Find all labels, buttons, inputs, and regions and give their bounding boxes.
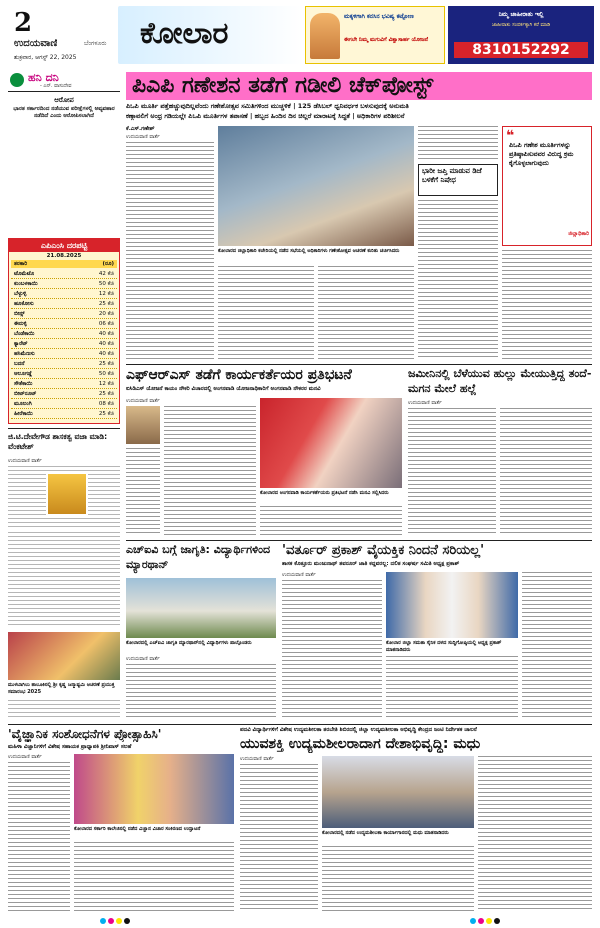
reg-dot-yellow xyxy=(116,918,122,924)
reg-dot-cyan-2 xyxy=(470,918,476,924)
ad2-line1: ನಿಮ್ಮ ಜಾಹೀರಾತು ಇಲ್ಲಿ xyxy=(498,11,544,18)
lead-body-col3 xyxy=(318,266,414,360)
page-number: 2 xyxy=(14,10,33,36)
reg-dot-magenta-2 xyxy=(478,918,484,924)
price-item: ಟೊಮೆಟೊ xyxy=(14,271,35,277)
lead-photo-caption: ಕೋಲಾರದ ಜಿಲ್ಲಾಧಿಕಾರಿ ಕಚೇರಿಯಲ್ಲಿ ನಡೆದ ಸಭೆಯಲ್ಲಿ ಅಧಿಕಾರಿಗಳು ಗಣೇಶೋತ್ಸವ ಆಚರಣೆ ಕುರಿತು ಚರ್ಚಿಸಿದರು xyxy=(218,248,400,254)
story4-photo xyxy=(126,578,276,638)
price-value: 50 ಕೆಜಿ xyxy=(98,281,114,287)
contact-ad xyxy=(448,6,594,64)
lead-subhead-2: ಕಣ್ಗಾವಲಿಗೆ ಅಂಧ್ರ ಗಡಿಯಲ್ಲೇ ಪಿಒಪಿ ಮೂರ್ತಿಗಳ ತಪಾಸಣೆ | ಹಬ್ಬದ ಹಿಂದಿನ ದಿನ ಚಿಲ್ಲರೆ ಮಾರಾಟಕ್ಕೆ ಸಿದ್ಧತೆ | ಅಧಿಕಾರಿಗಳ ಪರಿಶೀಲನೆ xyxy=(126,112,405,120)
story5-photo-caption: ಕೋಲಾರ ಜಿಲ್ಲಾ ಸಮತಾ ಸೈನಿಕ ದಳದ ಸುದ್ದಿಗೋಷ್ಠಿಯಲ್ಲಿ ಅಧ್ಯಕ್ಷ ಪ್ರಕಾಶ್ ಮಾತನಾಡಿದರು xyxy=(386,640,502,653)
price-row xyxy=(11,369,117,379)
brief-text: ಭಾರತ ಸರ್ಕಾರದಿಂದ ನಡೆಯುವ ಪರೀಕ್ಷೆಗಳಲ್ಲಿ ಅವ್ಯವಹಾರ ನಡೆದಿದೆ ಎಂದು ಆರೋಪಿಸಲಾಗಿದೆ xyxy=(13,106,115,119)
ad2-small: ಜಾಹೀರಾತು ಸಂಪರ್ಕಕ್ಕಾಗಿ ಕರೆ ಮಾಡಿ xyxy=(491,22,551,28)
price-row xyxy=(11,399,117,409)
lead-dateline: ಉದಯವಾಣಿ ವಾರ್ತೆ xyxy=(126,134,160,140)
story2-byline: ಉದಯವಾಣಿ ವಾರ್ತೆ xyxy=(126,398,160,404)
price-row xyxy=(11,379,117,389)
quote-box xyxy=(502,126,592,246)
story5-photo xyxy=(386,572,518,638)
quote-author: ಜಿಲ್ಲಾಧಿಕಾರಿ xyxy=(568,231,589,237)
story2-thumb xyxy=(126,406,160,444)
left-story-byline: ಉದಯವಾಣಿ ವಾರ್ತೆ xyxy=(8,458,42,464)
story2-body-col2 xyxy=(126,448,160,536)
ad1-line2: ಈಗಲೇ ನಿಮ್ಮ ಮಗುವಿಗೆ ವಿಶ್ವಾಸಾರ್ಹ ಯೋಜನೆ xyxy=(344,37,429,43)
left-story-body-2 xyxy=(8,532,120,628)
story6-byline: ಉದಯವಾಣಿ ವಾರ್ತೆ xyxy=(8,754,42,760)
price-value: 40 ಕೆಜಿ xyxy=(98,341,114,347)
price-row xyxy=(11,389,117,399)
price-date: 21.08.2025 xyxy=(46,253,82,259)
story7-photo-caption: ಕೋಲಾರದಲ್ಲಿ ನಡೆದ ಉದ್ಯಮಶೀಲತಾ ಕಾರ್ಯಾಗಾರದಲ್ಲಿ ಮಧು ಮಾತನಾಡಿದರು xyxy=(322,830,449,836)
lead-body-col4 xyxy=(418,126,498,162)
lead-headline: ಪಿಎಪಿ ಗಣೇಶನ ತಡೆಗೆ ಗಡೀಲಿ ಚೆಕ್‌ಪೋಸ್ಟ್ xyxy=(132,73,434,98)
price-value: 25 ಕೆಜಿ xyxy=(98,411,114,417)
price-row xyxy=(11,329,117,339)
story6-subhead: ಮಹಿಳಾ ವಿಜ್ಞಾನಿಗಳಿಗೆ ವಿಶೇಷ ಸಹಾಯಕ ಪ್ರಾಧ್ಯಾಪಕಿ ಶ್ರೀನಿವಾಸ್ ಸಲಹೆ xyxy=(8,744,132,750)
price-row xyxy=(11,359,117,369)
lead-body-col2 xyxy=(218,266,314,360)
left-divider xyxy=(8,428,120,429)
price-value: 20 ಕೆಜಿ xyxy=(98,311,114,317)
lead-byline: ಕೆ.ಎಸ್.ಗಣೇಶ್ xyxy=(126,126,155,132)
price-row xyxy=(11,269,117,279)
price-value: 12 ಕೆಜಿ xyxy=(98,291,114,297)
story2-photo-caption: ಕೋಲಾರದ ಅಂಗನವಾಡಿ ಕಾರ್ಯಕರ್ತೆಯರು ಪ್ರತಿಭಟನೆ ನಡೆಸಿ ಮನವಿ ಸಲ್ಲಿಸಿದರು xyxy=(260,490,389,496)
price-row xyxy=(11,349,117,359)
ad2-phone: 8310152292 xyxy=(454,42,588,58)
story6-body-col1 xyxy=(8,762,70,912)
price-item: ಕುಂಬಳಕಾಯಿ xyxy=(14,281,38,287)
price-item: ಮೂಲಂಗಿ xyxy=(14,401,32,407)
story7-headline: ಯುವಶಕ್ತಿ ಉದ್ಯಮಶೀಲರಾದಾಗ ದೇಶಾಭಿವೃದ್ಧಿ: ಮಧು xyxy=(240,736,481,752)
price-item: ಬೆಳ್ಳುಳ್ಳಿ xyxy=(14,291,27,297)
price-value: 40 ಕೆಜಿ xyxy=(98,331,114,337)
reg-dot-black xyxy=(124,918,130,924)
story5-body-col1 xyxy=(282,580,382,720)
story7-subhead: ಪದವಿ ವಿದ್ಯಾರ್ಥಿಗಳಿಗೆ ವಿಶೇಷ ಉದ್ಯಮಶೀಲತಾ ತರಬೇತಿ ಶಿಬಿರದಲ್ಲಿ ಜಿಲ್ಲಾ ಉದ್ಯಮಶೀಲತಾ ಅಭಿವೃದ್ಧಿ ಕೇಂದ್ರದ ಜಂಟಿ ನಿರ್ದೇಶಕ ಚಾಲನೆ xyxy=(240,727,477,733)
section-title: ಕೋಲಾರ xyxy=(140,16,229,51)
price-value: 25 ಕೆಜಿ xyxy=(98,301,114,307)
dj-box xyxy=(418,164,498,196)
right-body xyxy=(502,250,592,360)
story2-body-col1 xyxy=(164,406,256,536)
masthead xyxy=(0,0,600,70)
price-value: 08 ಕೆಜಿ xyxy=(98,401,114,407)
divider-2 xyxy=(126,540,592,541)
lead-subhead-1: ಪಿಒಪಿ ಮೂರ್ತಿ ಪತ್ತೆಹಚ್ಚುವುದಿಲ್ಲವೆಂದು ಗಣೇಶೋತ್ಸವ ಸಮಿತಿಗಳಿಂದ ಮುಚ್ಚಳಿಕೆ | 125 ಡೆಸಿಬಲ್ ಧ್ವನಿವರ್ಧಕ ಬಳಸುವುದಕ್ಕೆ ಅನುಮತಿ xyxy=(126,102,409,110)
story6-photo xyxy=(74,754,234,824)
story4-photo-caption: ಕೋಲಾರದಲ್ಲಿ ಎಚ್‌ಐವಿ ಜಾಗೃತಿ ಮ್ಯಾರಥಾನ್‌ನಲ್ಲಿ ವಿದ್ಯಾರ್ಥಿಗಳು ಪಾಲ್ಗೊಂಡರು xyxy=(126,640,252,646)
price-value: 40 ಕೆಜಿ xyxy=(98,351,114,357)
story7-body-col2 xyxy=(322,846,474,912)
price-title: ಎಪಿಎಂಸಿ ದರಪಟ್ಟಿ xyxy=(9,239,119,252)
price-item: ಬೆಂಡೆಕಾಯಿ xyxy=(14,331,35,337)
story5-byline: ಉದಯವಾಣಿ ವಾರ್ತೆ xyxy=(282,572,316,578)
divider-3 xyxy=(8,724,592,725)
honey-strip xyxy=(8,70,120,92)
story6-body-col2 xyxy=(74,842,234,912)
price-item: ಆಲೂಗಡ್ಡೆ xyxy=(14,371,33,377)
price-header-rate: (ರೂ) xyxy=(102,261,114,267)
price-item: ಸೌತೆಕಾಯಿ xyxy=(14,381,33,387)
price-value: 25 ಕೆಜಿ xyxy=(98,361,114,367)
story2-subhead: ಐಸಿಡಿಎಸ್ ಯೋಜನೆ ಕಾಯಂ ನೌಕರಿ ವಿಚಾರದಲ್ಲಿ ಅಂಗನವಾಡಿ ಯೋಜನಾಧಿಕಾರಿಗೆ ಅಂಗನವಾಡಿ ನೌಕರರ ಮನವಿ xyxy=(126,386,321,392)
price-row xyxy=(11,319,117,329)
reg-dot-magenta xyxy=(108,918,114,924)
price-value: 25 ಕೆಜಿ xyxy=(98,391,114,397)
story4-byline: ಉದಯವಾಣಿ ವಾರ್ತೆ xyxy=(126,656,160,662)
price-header-item: ತರಕಾರಿ xyxy=(14,261,28,267)
person-photo xyxy=(46,472,88,516)
story3-byline: ಉದಯವಾಣಿ ವಾರ್ತೆ xyxy=(408,400,442,406)
story2-photo xyxy=(260,398,402,488)
section-banner xyxy=(118,6,303,64)
color-registration-marks xyxy=(0,916,600,926)
story5-body-col2 xyxy=(386,656,518,720)
story7-body-col3 xyxy=(478,756,592,912)
story7-photo xyxy=(322,756,474,828)
price-item: ಬೀನ್ಸ್ xyxy=(14,311,25,317)
lead-headline-bar xyxy=(126,72,592,100)
left-photo-caption: ಮುಳಬಾಗಿಲು ತಾಲೂಕಿನಲ್ಲಿ ಶ್ರೀ ಕೃಷ್ಣ ಜನ್ಮಾಷ್ಟಮಿ ಆಚರಣೆ ಪ್ರಯುಕ್ತ ಸಮಾರಂಭ 2025 xyxy=(8,682,115,695)
story2-headline: ಎಫ್‌ಆರ್‌ಎಸ್ ತಡೆಗೆ ಕಾರ್ಯಕರ್ತೆಯರ ಪ್ರತಿಭಟನೆ xyxy=(126,367,352,383)
lead-photo xyxy=(218,126,414,246)
insurance-ad xyxy=(305,6,445,64)
brand-name: ಉದಯವಾಣಿ xyxy=(14,38,58,49)
story5-body-col3 xyxy=(522,572,592,720)
left-story-head: ಜಿ.ಟಿ.ದೇವೇಗೌಡ ಶಾಸಕತ್ವ ವಜಾ ಮಾಡಿ: ವೆಂಕಟೇಶ್ xyxy=(8,432,108,451)
price-item: ಕ್ಯಾರೆಟ್ xyxy=(14,341,28,347)
lead-body-col1 xyxy=(126,142,214,360)
price-row xyxy=(11,339,117,349)
left-column xyxy=(8,70,120,720)
price-row xyxy=(11,289,117,299)
lead-body-col4b xyxy=(418,200,498,360)
price-rows xyxy=(11,269,117,419)
festival-photo xyxy=(8,632,120,680)
price-item: ಬದನೆ xyxy=(14,361,25,367)
left-story-body-3 xyxy=(8,700,120,720)
story4-body xyxy=(126,664,276,720)
honey-icon xyxy=(10,73,24,87)
quote-icon: ❝ xyxy=(506,128,515,144)
price-item: ಹೀರೆಕಾಯಿ xyxy=(14,411,33,417)
price-value: 50 ಕೆಜಿ xyxy=(98,371,114,377)
quote-text: ಪಿಒಪಿ ಗಣೇಶ ಮೂರ್ತಿಗಳನ್ನು ಪ್ರತಿಷ್ಠಾಪಿಸುವವರ ವಿರುದ್ಧ ಕ್ರಮ ಕೈಗೊಳ್ಳಲಾಗುವುದು xyxy=(509,141,574,167)
edition-label: ಬೆಂಗಳೂರು xyxy=(84,40,107,47)
reg-dot-cyan xyxy=(100,918,106,924)
story7-byline: ಉದಯವಾಣಿ ವಾರ್ತೆ xyxy=(240,756,274,762)
divider-1 xyxy=(126,364,592,365)
issue-date: ಶುಕ್ರವಾರ, ಆಗಸ್ಟ್ 22, 2025 xyxy=(14,54,77,61)
price-table xyxy=(8,238,120,424)
price-value: 12 ಕೆಜಿ xyxy=(98,381,114,387)
story5-subhead: ಶಾಸಕ ಕೊತ್ತೂರು ಮಂಜುನಾಥ್ ತವರೂರ್ ಜಾತಿ ಕದ್ದವರಲ್ಲ: ದಲಿತ ಸಂಘರ್ಷ ಸಮಿತಿ ಅಧ್ಯಕ್ಷ ಪ್ರಕಾಶ್ xyxy=(282,561,460,567)
story7-body-col1 xyxy=(240,764,318,912)
brief-title: ಆರೋಪ xyxy=(54,96,74,104)
honey-sub: - ಎನ್. ವಾಸುದೇವ xyxy=(40,83,72,89)
price-row xyxy=(11,309,117,319)
story3-body-col2 xyxy=(500,408,592,536)
story3-headline: ಜಮೀನಿನಲ್ಲಿ ಬೆಳೆಯುವ ಹುಲ್ಲು ಮೇಯುತ್ತಿದ್ದ ತಂದೆ-ಮಗನ ಮೇಲೆ ಹಲ್ಲೆ xyxy=(408,367,592,395)
price-row xyxy=(11,279,117,289)
honey-label: ಹನಿ ದನಿ xyxy=(28,71,59,84)
price-header xyxy=(11,260,117,268)
reg-dot-black-2 xyxy=(494,918,500,924)
price-row xyxy=(11,409,117,419)
price-item: ಬೀಟ್‌ರೂಟ್ xyxy=(14,391,37,397)
price-value: 06 ಕೆಜಿ xyxy=(98,321,114,327)
story6-headline: 'ವೈಜ್ಞಾನಿಕ ಸಂಶೋಧನೆಗಳ ಪ್ರೋತ್ಸಾಹಿಸಿ' xyxy=(8,727,162,741)
story5-headline: 'ವರ್ತೂರ್ ಪ್ರಕಾಶ್ ವೈಯಕ್ತಿಕ ನಿಂದನೆ ಸರಿಯಲ್ಲ' xyxy=(282,543,485,558)
price-row xyxy=(11,299,117,309)
reg-dot-yellow-2 xyxy=(486,918,492,924)
ad-figure xyxy=(310,13,340,59)
story6-photo-caption: ಕೋಲಾರದ ಸರ್ಕಾರಿ ಕಾಲೇಜಿನಲ್ಲಿ ನಡೆದ ವಿಜ್ಞಾನ ವಿಚಾರ ಸಂಕಿರಣದ ಉದ್ಘಾಟನೆ xyxy=(74,826,201,832)
story4-headline: ಎಚ್‌ಐವಿ ಬಗ್ಗೆ ಜಾಗೃತಿ: ವಿದ್ಯಾರ್ಥಿಗಳಿಂದ ಮ್ಯಾರಥಾನ್ xyxy=(126,543,271,571)
price-value: 42 ಕೆಜಿ xyxy=(98,271,114,277)
price-item: ಈರುಳ್ಳಿ xyxy=(14,321,27,327)
dj-box-text: ಭಾರೀ ಜಪ್ತಿ ಮಾಡುವ ಡಿಜೆ ಬಳಕೆಗೆ ನಿಷೇಧ xyxy=(422,167,482,184)
ad1-line1: ಮಕ್ಕಳಿಗಾಗಿ ಕನಸಿನ ಭವಿಷ್ಯ ಕಟ್ಟೋಣ xyxy=(344,13,414,20)
price-item: ಹಸಿಮೆಣಸು xyxy=(14,351,35,357)
price-item: ಹೂಕೋಸು xyxy=(14,301,34,307)
story2-body-col3 xyxy=(260,506,402,536)
story3-body-col1 xyxy=(408,408,496,536)
